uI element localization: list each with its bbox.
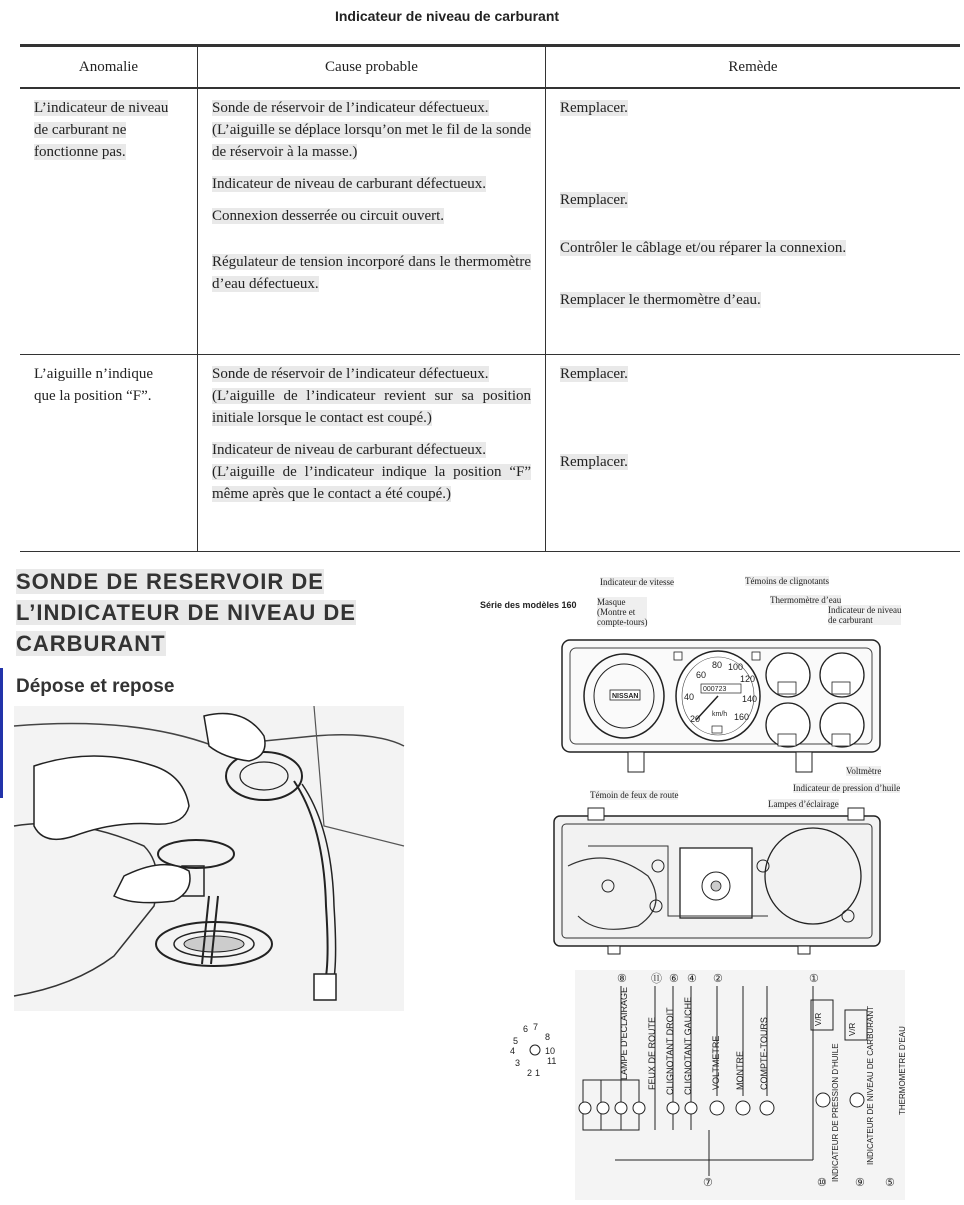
tick-label: 140 — [742, 694, 758, 704]
section-title-line: SONDE DE RESERVOIR DE — [16, 569, 324, 594]
wire-label-voltmeter: VOLTMETRE — [711, 1035, 721, 1090]
connector-pin: 10 — [545, 1046, 556, 1056]
connector-pin: 2 — [527, 1068, 533, 1078]
terminal-number: ⑦ — [703, 1177, 713, 1189]
wiring-diagram — [505, 970, 905, 1200]
terminal-number: ⑨ — [855, 1177, 865, 1189]
remedy-text: Remplacer. — [560, 192, 628, 208]
cause-cell — [198, 355, 546, 552]
section-title-line: CARBURANT — [16, 631, 166, 656]
wire-label-fuel: INDICATEUR DE NIVEAU DE CARBURANT — [866, 1006, 875, 1165]
cause-text: Indicateur de niveau de carburant défectueux. — [212, 442, 487, 458]
cause-note: (L’aiguille se déplace lorsqu’on met le fil de la sonde de réservoir à la masse.) — [212, 122, 531, 160]
wire-label-tachometer: COMPTE-TOURS — [759, 1017, 769, 1090]
remedy-text: Contrôler le câblage et/ou réparer la connexion. — [560, 240, 847, 256]
anomaly-cell — [20, 88, 198, 355]
label-mask-line: compte-tours) — [597, 617, 648, 627]
label-high-beam: Témoin de feux de route — [590, 790, 679, 800]
label-mask-line: (Montre et — [597, 607, 636, 617]
cause-text: Sonde de réservoir de l’indicateur défectueux. — [212, 366, 489, 382]
tick-label: 100 — [728, 662, 744, 672]
tick-label: 160 — [734, 712, 750, 722]
cause-text: Indicateur de niveau de carburant défectueux. — [212, 176, 487, 192]
remedy-text: Remplacer le thermomètre d’eau. — [560, 292, 761, 308]
label-lamps: Lampes d’éclairage — [768, 799, 839, 809]
troubleshooting-table — [20, 44, 960, 552]
connector-pin: 8 — [545, 1032, 551, 1042]
wire-label-high-beam: FEUX DE ROUTE — [647, 1016, 657, 1090]
speed-unit: km/h — [712, 711, 728, 718]
tick-label: 60 — [696, 670, 707, 680]
terminal-number: ⑤ — [885, 1177, 895, 1189]
anomaly-cell — [20, 355, 198, 552]
label-fuel-gauge — [828, 605, 901, 625]
cause-text: Sonde de réservoir de l’indicateur défectueux. — [212, 100, 489, 116]
terminal-number: ⑩ — [817, 1177, 827, 1189]
wire-label-left-turn: CLIGNOTANT GAUCHE — [683, 996, 693, 1095]
label-voltmeter: Voltmètre — [846, 766, 882, 776]
cause-text: Connexion desserrée ou circuit ouvert. — [212, 208, 445, 224]
label-turn-indicators: Témoins de clignotants — [745, 576, 829, 586]
cause-cell — [198, 88, 546, 355]
cause-note: (L’aiguille de l’indicateur revient sur sa position initiale lorsque le contact est coupé.) — [212, 388, 531, 426]
cluster-rear-view — [548, 806, 888, 956]
table-row — [20, 355, 960, 552]
cluster-front-view — [556, 630, 886, 775]
remedy-text: Remplacer. — [560, 454, 628, 470]
connector-pin: 5 — [513, 1036, 519, 1046]
anomaly-line: L’indicateur de niveau — [34, 100, 169, 116]
label-fuel-line: Indicateur de niveau — [828, 605, 902, 615]
anomaly-line: fonctionne pas. — [34, 144, 126, 160]
header-remedy: Remède — [546, 46, 961, 89]
page-title: Indicateur de niveau de carburant — [334, 8, 560, 24]
label-water-thermometer: Thermomètre d’eau — [770, 595, 842, 605]
terminal-number: ⑧ — [617, 973, 627, 985]
odometer: 000723 — [703, 686, 727, 693]
terminal-number: ① — [809, 973, 819, 985]
label-mask-line: Masque — [597, 597, 626, 607]
anomaly-line: que la position “F”. — [34, 388, 152, 404]
remedy-text: Remplacer. — [560, 100, 628, 116]
label-mask — [597, 597, 647, 627]
vr-label: V/R — [848, 1022, 857, 1036]
wire-label-clock: MONTRE — [735, 1051, 745, 1090]
section-title-line: L’INDICATEUR DE NIVEAU DE — [16, 600, 356, 625]
wire-label-right-turn: CLIGNOTANT DROIT — [665, 1007, 675, 1095]
vr-label: V/R — [814, 1012, 823, 1026]
connector-pin: 3 — [515, 1058, 521, 1068]
terminal-number: ② — [713, 973, 723, 985]
tick-label: 20 — [690, 714, 701, 724]
anomaly-line: de carburant ne — [34, 122, 127, 138]
connector-pin: 11 — [547, 1056, 557, 1066]
label-speedometer: Indicateur de vitesse — [600, 577, 674, 587]
wire-label-lamp: LAMPE D’ECLAIRAGE — [619, 986, 629, 1080]
model-series-label: Série des modèles 160 — [480, 600, 577, 610]
tick-label: 120 — [740, 674, 756, 684]
header-anomaly: Anomalie — [20, 46, 198, 89]
label-oil-pressure: Indicateur de pression d’huile — [793, 783, 901, 793]
terminal-number: ⑪ — [651, 973, 662, 985]
terminal-number: ⑥ — [669, 973, 679, 985]
remedy-cell — [546, 88, 961, 355]
wire-label-thermo: THERMOMETRE D’EAU — [898, 1026, 907, 1115]
nissan-logo: NISSAN — [612, 693, 639, 700]
anomaly-line: L’aiguille n’indique — [34, 366, 154, 382]
tick-label: 80 — [712, 660, 723, 670]
cause-note: (L’aiguille de l’indicateur indique la position “F” même après que le contact a été coupé.) — [212, 464, 531, 502]
cause-text: Régulateur de tension incorporé dans le thermomètre d’eau défectueux. — [212, 254, 531, 292]
connector-pin: 1 — [535, 1068, 541, 1078]
header-cause: Cause probable — [198, 46, 546, 89]
scan-edge-mark — [0, 668, 3, 798]
connector-pin: 6 — [523, 1024, 529, 1034]
terminal-number: ④ — [687, 973, 697, 985]
remedy-text: Remplacer. — [560, 366, 628, 382]
connector-pin: 7 — [533, 1022, 539, 1032]
connector-pin: 4 — [510, 1046, 516, 1056]
table-row — [20, 88, 960, 355]
section-title — [16, 566, 416, 659]
wire-label-oil: INDICATEUR DE PRESSION D’HUILE — [831, 1043, 840, 1182]
label-fuel-line: de carburant — [828, 615, 873, 625]
sender-unit-illustration — [14, 706, 404, 1011]
tick-label: 40 — [684, 692, 695, 702]
section-subtitle: Dépose et repose — [16, 676, 175, 697]
remedy-cell — [546, 355, 961, 552]
